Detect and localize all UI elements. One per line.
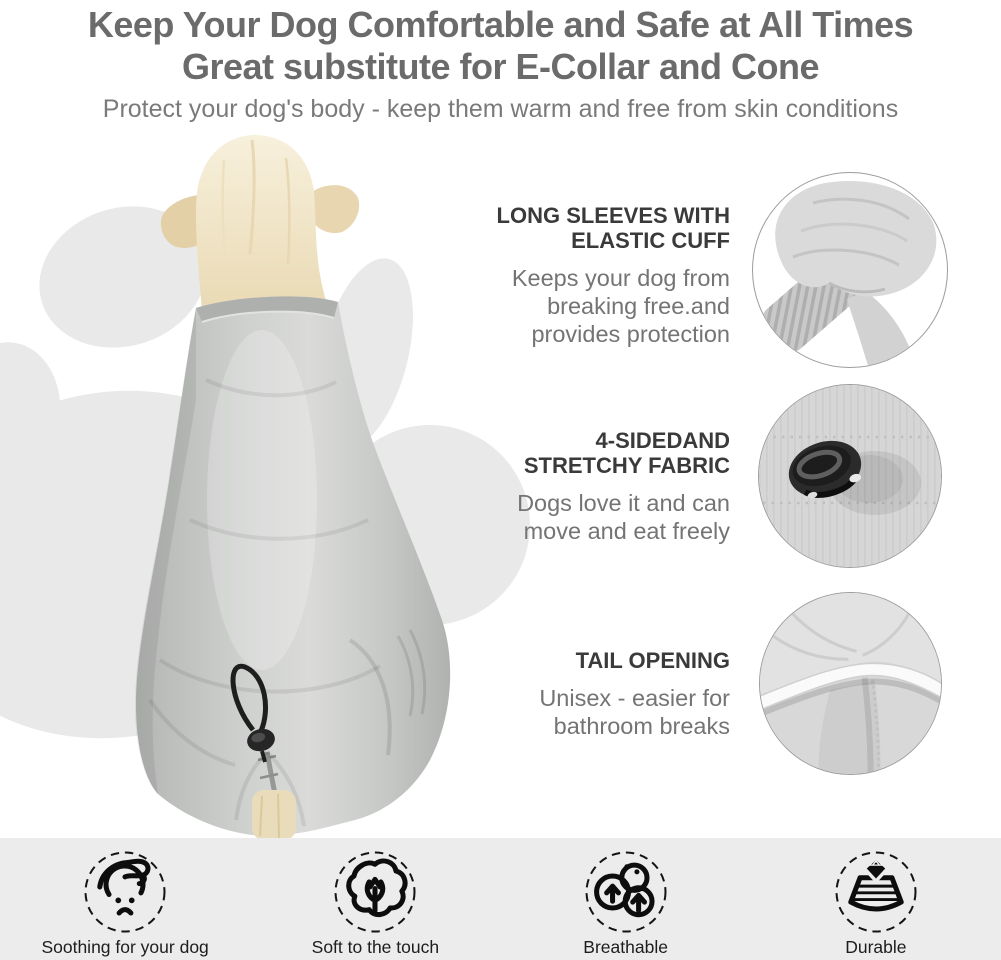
feature-tail-opening — [470, 648, 730, 740]
badge-soft — [250, 838, 500, 958]
page-title-line1: Keep Your Dog Comfortable and Safe at All Times — [87, 4, 914, 45]
badge-durable — [751, 838, 1001, 958]
badge-breathable — [501, 838, 751, 958]
badge-label: Breathable — [583, 937, 668, 957]
dog-tail — [252, 790, 296, 840]
feature-body: Unisex - easier for bathroom breaks — [539, 685, 730, 739]
feature-title: 4-SIDEDAND STRETCHY FABRIC — [523, 428, 730, 478]
badge-label: Durable — [845, 937, 907, 957]
feature-title: TAIL OPENING — [575, 648, 730, 673]
feature-body: Dogs love it and can move and eat freely — [517, 490, 730, 544]
badge-soothing — [0, 838, 250, 958]
dog-head — [196, 135, 332, 320]
page-title-line2: Great substitute for E-Collar and Cone — [181, 46, 820, 87]
sleeve-arm — [847, 291, 915, 367]
cotton-boll-icon — [333, 850, 417, 934]
air-circulation-icon — [584, 850, 668, 934]
feature-long-sleeves — [470, 203, 730, 348]
petting-dog-face-icon — [83, 850, 167, 934]
tail-opening-closeup-image — [759, 592, 942, 775]
feature-body: Keeps your dog from breaking free.and provides protection — [511, 265, 730, 347]
dog-photo — [50, 128, 480, 843]
feature-title: LONG SLEEVES WITH ELASTIC CUFF — [496, 203, 730, 253]
fabric-diamond-icon — [834, 850, 918, 934]
dog-right-ear — [309, 185, 359, 233]
feature-stretch-fabric — [470, 428, 730, 545]
toggle-closeup-image — [758, 384, 942, 568]
badge-label: Soothing for your dog — [41, 937, 209, 957]
header — [0, 4, 1001, 124]
benefits-band — [0, 838, 1001, 960]
page-subtitle: Protect your dog's body - keep them warm and free from skin conditions — [102, 95, 899, 123]
badge-label: Soft to the touch — [311, 937, 440, 957]
sleeve-cuff-closeup-image — [752, 172, 948, 368]
